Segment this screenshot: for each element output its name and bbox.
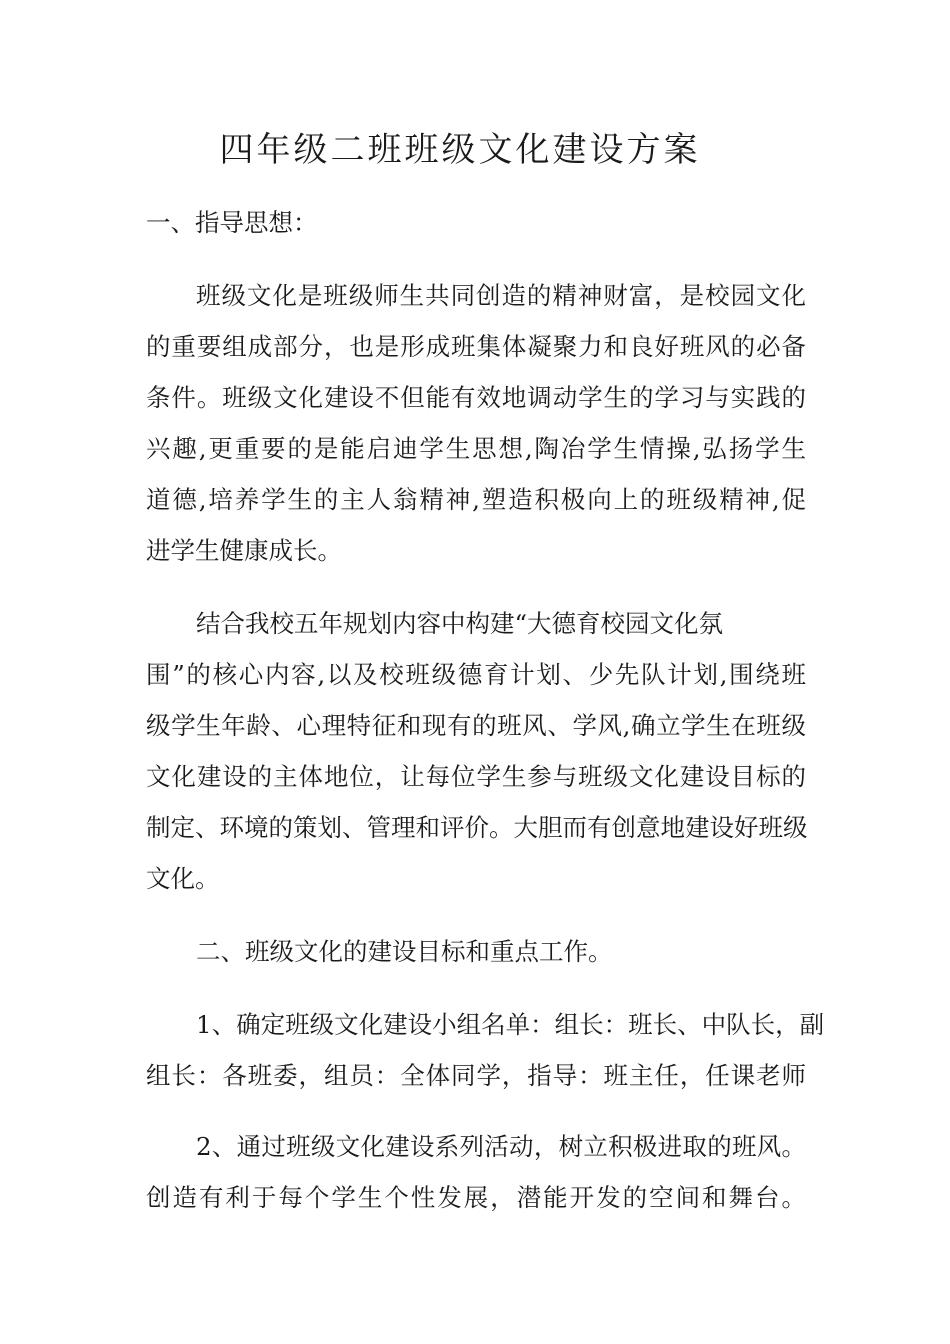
paragraph-line: 进学生健康成长。	[146, 536, 342, 565]
list-item-line: 1、确定班级文化建设小组名单：组长：班长、中队长，副	[196, 1010, 825, 1039]
paragraph-line: 文化建设的主体地位，让每位学生参与班级文化建设目标的	[146, 762, 806, 791]
paragraph-line: 道德,培养学生的主人翁精神,塑造积极向上的班级精神,促	[146, 485, 806, 514]
section-heading-guiding-ideology: 一、指导思想：	[146, 208, 318, 237]
paragraph-line: 班级文化是班级师生共同创造的精神财富，是校园文化	[196, 281, 806, 310]
paragraph-line: 级学生年龄、心理特征和现有的班风、学风,确立学生在班级	[146, 711, 806, 740]
paragraph-line: 的重要组成部分，也是形成班集体凝聚力和良好班风的必备	[146, 332, 806, 361]
document-title: 四年级二班班级文化建设方案	[219, 130, 701, 170]
paragraph-line: 文化。	[146, 864, 220, 893]
section-heading-goals: 二、班级文化的建设目标和重点工作。	[196, 937, 613, 966]
list-item-line: 创造有利于每个学生个性发展，潜能开发的空间和舞台。	[146, 1183, 806, 1212]
list-item-line: 2、通过班级文化建设系列活动，树立积极进取的班风。	[196, 1132, 806, 1161]
list-item-line: 组长：各班委，组员：全体同学，指导：班主任，任课老师	[146, 1061, 806, 1090]
paragraph-line: 兴趣,更重要的是能启迪学生思想,陶冶学生情操,弘扬学生	[146, 434, 806, 463]
paragraph-line: 制定、环境的策划、管理和评价。大胆而有创意地建设好班级	[146, 813, 808, 842]
paragraph-line: 条件。班级文化建设不但能有效地调动学生的学习与实践的	[146, 383, 806, 412]
paragraph-line: 结合我校五年规划内容中构建“大德育校园文化氛	[196, 609, 724, 638]
paragraph-line: 围”的核心内容,以及校班级德育计划、少先队计划,围绕班	[146, 660, 806, 689]
